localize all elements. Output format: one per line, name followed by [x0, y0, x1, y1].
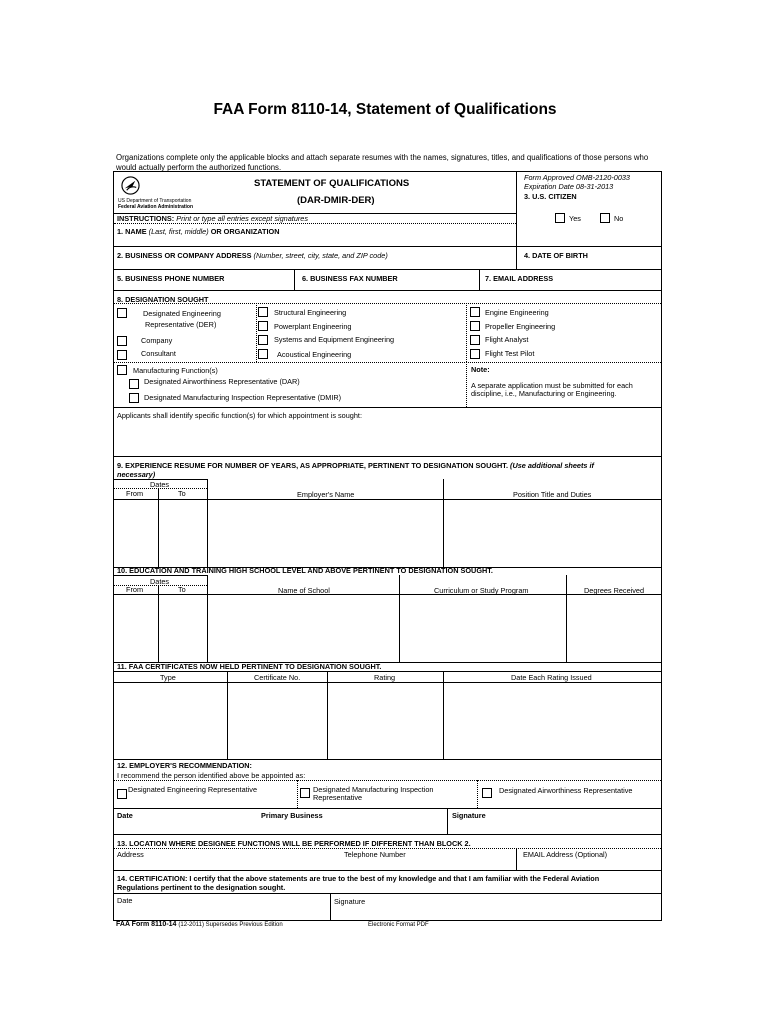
- flight-analyst-checkbox[interactable]: [470, 335, 480, 345]
- intro-text: Organizations complete only the applicable blocks and attach separate resumes with the names, signatures, titles, and qualifications of those persons who would actually perform the authorized functions.: [116, 153, 649, 172]
- structural-checkbox[interactable]: [258, 307, 268, 317]
- manufacturing-checkbox[interactable]: [117, 365, 127, 375]
- rec-dar-label: Designated Airworthiness Representative: [499, 786, 633, 795]
- dar-label: Designated Airworthiness Representative (DAR): [144, 377, 300, 386]
- exp-dates-label: Dates: [150, 480, 170, 489]
- statement-subheading: (DAR-DMIR-DER): [297, 195, 375, 206]
- note-line-2: discipline, i.e., Manufacturing or Engineering.: [471, 389, 617, 398]
- block-5-phone: 5. BUSINESS PHONE NUMBER: [117, 274, 225, 283]
- cert-date-header: Date Each Rating Issued: [511, 673, 592, 682]
- block-8-heading: 8. DESIGNATION SOUGHT: [117, 295, 209, 304]
- block-12-heading: 12. EMPLOYER'S RECOMMENDATION:: [117, 761, 252, 770]
- powerplant-checkbox[interactable]: [258, 321, 268, 331]
- dmir-label: Designated Manufacturing Inspection Representative (DMIR): [144, 393, 342, 402]
- exp-employer-header: Employer's Name: [297, 490, 355, 499]
- footer-form-number: FAA Form 8110-14 (12-2011) Supersedes Previous Edition: [116, 921, 283, 928]
- propeller-label: Propeller Engineering: [485, 322, 556, 331]
- citizen-yes-checkbox[interactable]: [555, 213, 565, 223]
- block-9-heading: 9. EXPERIENCE RESUME FOR NUMBER OF YEARS, AS APPROPRIATE, PERTINENT TO DESIGNATION SOUGHT. (Use additional sheets if: [117, 461, 594, 470]
- block-7-email: 7. EMAIL ADDRESS: [485, 274, 554, 283]
- cert-date-label: Date: [117, 896, 133, 905]
- manufacturing-label: Manufacturing Function(s): [133, 366, 218, 375]
- location-phone-label: Telephone Number: [344, 850, 406, 859]
- rec-der-checkbox[interactable]: [117, 789, 127, 799]
- agency-name-1: US Department of Transportation: [118, 198, 192, 204]
- note-label: Note:: [471, 365, 490, 374]
- rec-dar-checkbox[interactable]: [482, 788, 492, 798]
- us-citizen-label: 3. U.S. CITIZEN: [524, 192, 577, 201]
- der-label-1: Designated Engineering: [143, 309, 221, 318]
- flight-test-pilot-label: Flight Test Pilot: [485, 349, 535, 358]
- form-approved: Form Approved OMB-2120-0033: [524, 173, 630, 182]
- cert-number-header: Certificate No.: [254, 673, 301, 682]
- rec-dmir-checkbox[interactable]: [300, 788, 310, 798]
- block-14-heading-2: Regulations pertinent to the designation sought.: [117, 883, 286, 892]
- instructions: INSTRUCTIONS: Print or type all entries except signatures: [117, 214, 309, 223]
- citizen-no-label: No: [614, 214, 624, 223]
- dar-checkbox[interactable]: [129, 379, 139, 389]
- rec-date-label: Date: [117, 811, 133, 820]
- statement-heading: STATEMENT OF QUALIFICATIONS: [254, 178, 410, 189]
- dmir-checkbox[interactable]: [129, 393, 139, 403]
- consultant-label: Consultant: [141, 349, 176, 358]
- block-11-heading: 11. FAA CERTIFICATES NOW HELD PERTINENT TO DESIGNATION SOUGHT.: [117, 662, 382, 671]
- edu-dates-label: Dates: [150, 577, 170, 586]
- block-2-address: 2. BUSINESS OR COMPANY ADDRESS (Number, street, city, state, and ZIP code): [117, 251, 388, 260]
- consultant-checkbox[interactable]: [117, 350, 127, 360]
- exp-to-header: To: [178, 489, 186, 498]
- citizen-yes-label: Yes: [569, 214, 581, 223]
- block-14-heading-1: 14. CERTIFICATION: I certify that the above statements are true to the best of my knowledge and that I am familiar with the Federal Aviation: [117, 874, 600, 883]
- rec-der-label: Designated Engineering Representative: [128, 785, 257, 794]
- systems-checkbox[interactable]: [258, 335, 268, 345]
- block-10-heading: 10. EDUCATION AND TRAINING HIGH SCHOOL LEVEL AND ABOVE PERTINENT TO DESIGNATION SOUGHT.: [117, 566, 493, 575]
- citizen-no-checkbox[interactable]: [600, 213, 610, 223]
- systems-label: Systems and Equipment Engineering: [274, 335, 395, 344]
- block-9-hint: necessary): [117, 470, 156, 479]
- propeller-checkbox[interactable]: [470, 321, 480, 331]
- cert-type-header: Type: [160, 673, 176, 682]
- exp-from-header: From: [126, 489, 144, 498]
- structural-label: Structural Engineering: [274, 308, 347, 317]
- der-checkbox[interactable]: [117, 308, 127, 318]
- expiration-date: Expiration Date 08-31-2013: [524, 182, 614, 191]
- engine-label: Engine Engineering: [485, 308, 549, 317]
- flight-test-pilot-checkbox[interactable]: [470, 349, 480, 359]
- rec-signature-label: Signature: [452, 811, 486, 820]
- rec-dmir-label-1: Designated Manufacturing Inspection: [313, 785, 434, 794]
- flight-analyst-label: Flight Analyst: [485, 335, 529, 344]
- agency-name-2: Federal Aviation Administration: [118, 204, 194, 210]
- cert-rating-header: Rating: [374, 673, 396, 682]
- edu-school-header: Name of School: [278, 586, 330, 595]
- edu-from-header: From: [126, 585, 144, 594]
- company-checkbox[interactable]: [117, 336, 127, 346]
- exp-position-header: Position Title and Duties: [513, 490, 592, 499]
- location-address-label: Address: [117, 850, 144, 859]
- engine-checkbox[interactable]: [470, 307, 480, 317]
- acoustical-checkbox[interactable]: [258, 349, 268, 359]
- edu-to-header: To: [178, 585, 186, 594]
- form-body: [113, 171, 662, 921]
- block-4-dob: 4. DATE OF BIRTH: [524, 251, 588, 260]
- block-1-name: 1. NAME (Last, first, middle) OR ORGANIZATION: [117, 227, 280, 236]
- rec-business-label: Primary Business: [261, 811, 323, 820]
- location-email-label: EMAIL Address (Optional): [523, 850, 608, 859]
- footer-format: Electronic Format PDF: [368, 922, 429, 928]
- der-label-2: Representative (DER): [145, 320, 217, 329]
- block-13-heading: 13. LOCATION WHERE DESIGNEE FUNCTIONS WILL BE PERFORMED IF DIFFERENT THAN BLOCK 2.: [117, 839, 471, 848]
- company-label: Company: [141, 336, 173, 345]
- note-line-1: A separate application must be submitted for each: [471, 381, 633, 390]
- form-title: FAA Form 8110-14, Statement of Qualifications: [213, 101, 557, 118]
- powerplant-label: Powerplant Engineering: [274, 322, 352, 331]
- rec-dmir-label-2: Representative: [313, 793, 363, 802]
- recommend-text: I recommend the person identified above be appointed as:: [117, 771, 306, 780]
- dot-logo-icon: [121, 176, 140, 195]
- edu-curriculum-header: Curriculum or Study Program: [434, 586, 529, 595]
- edu-degrees-header: Degrees Received: [584, 586, 645, 595]
- block-6-fax: 6. BUSINESS FAX NUMBER: [302, 274, 398, 283]
- acoustical-label: Acoustical Engineering: [277, 350, 352, 359]
- functions-label: Applicants shall identify specific function(s) for which appointment is sought:: [117, 411, 362, 420]
- cert-signature-label: Signature: [334, 897, 366, 906]
